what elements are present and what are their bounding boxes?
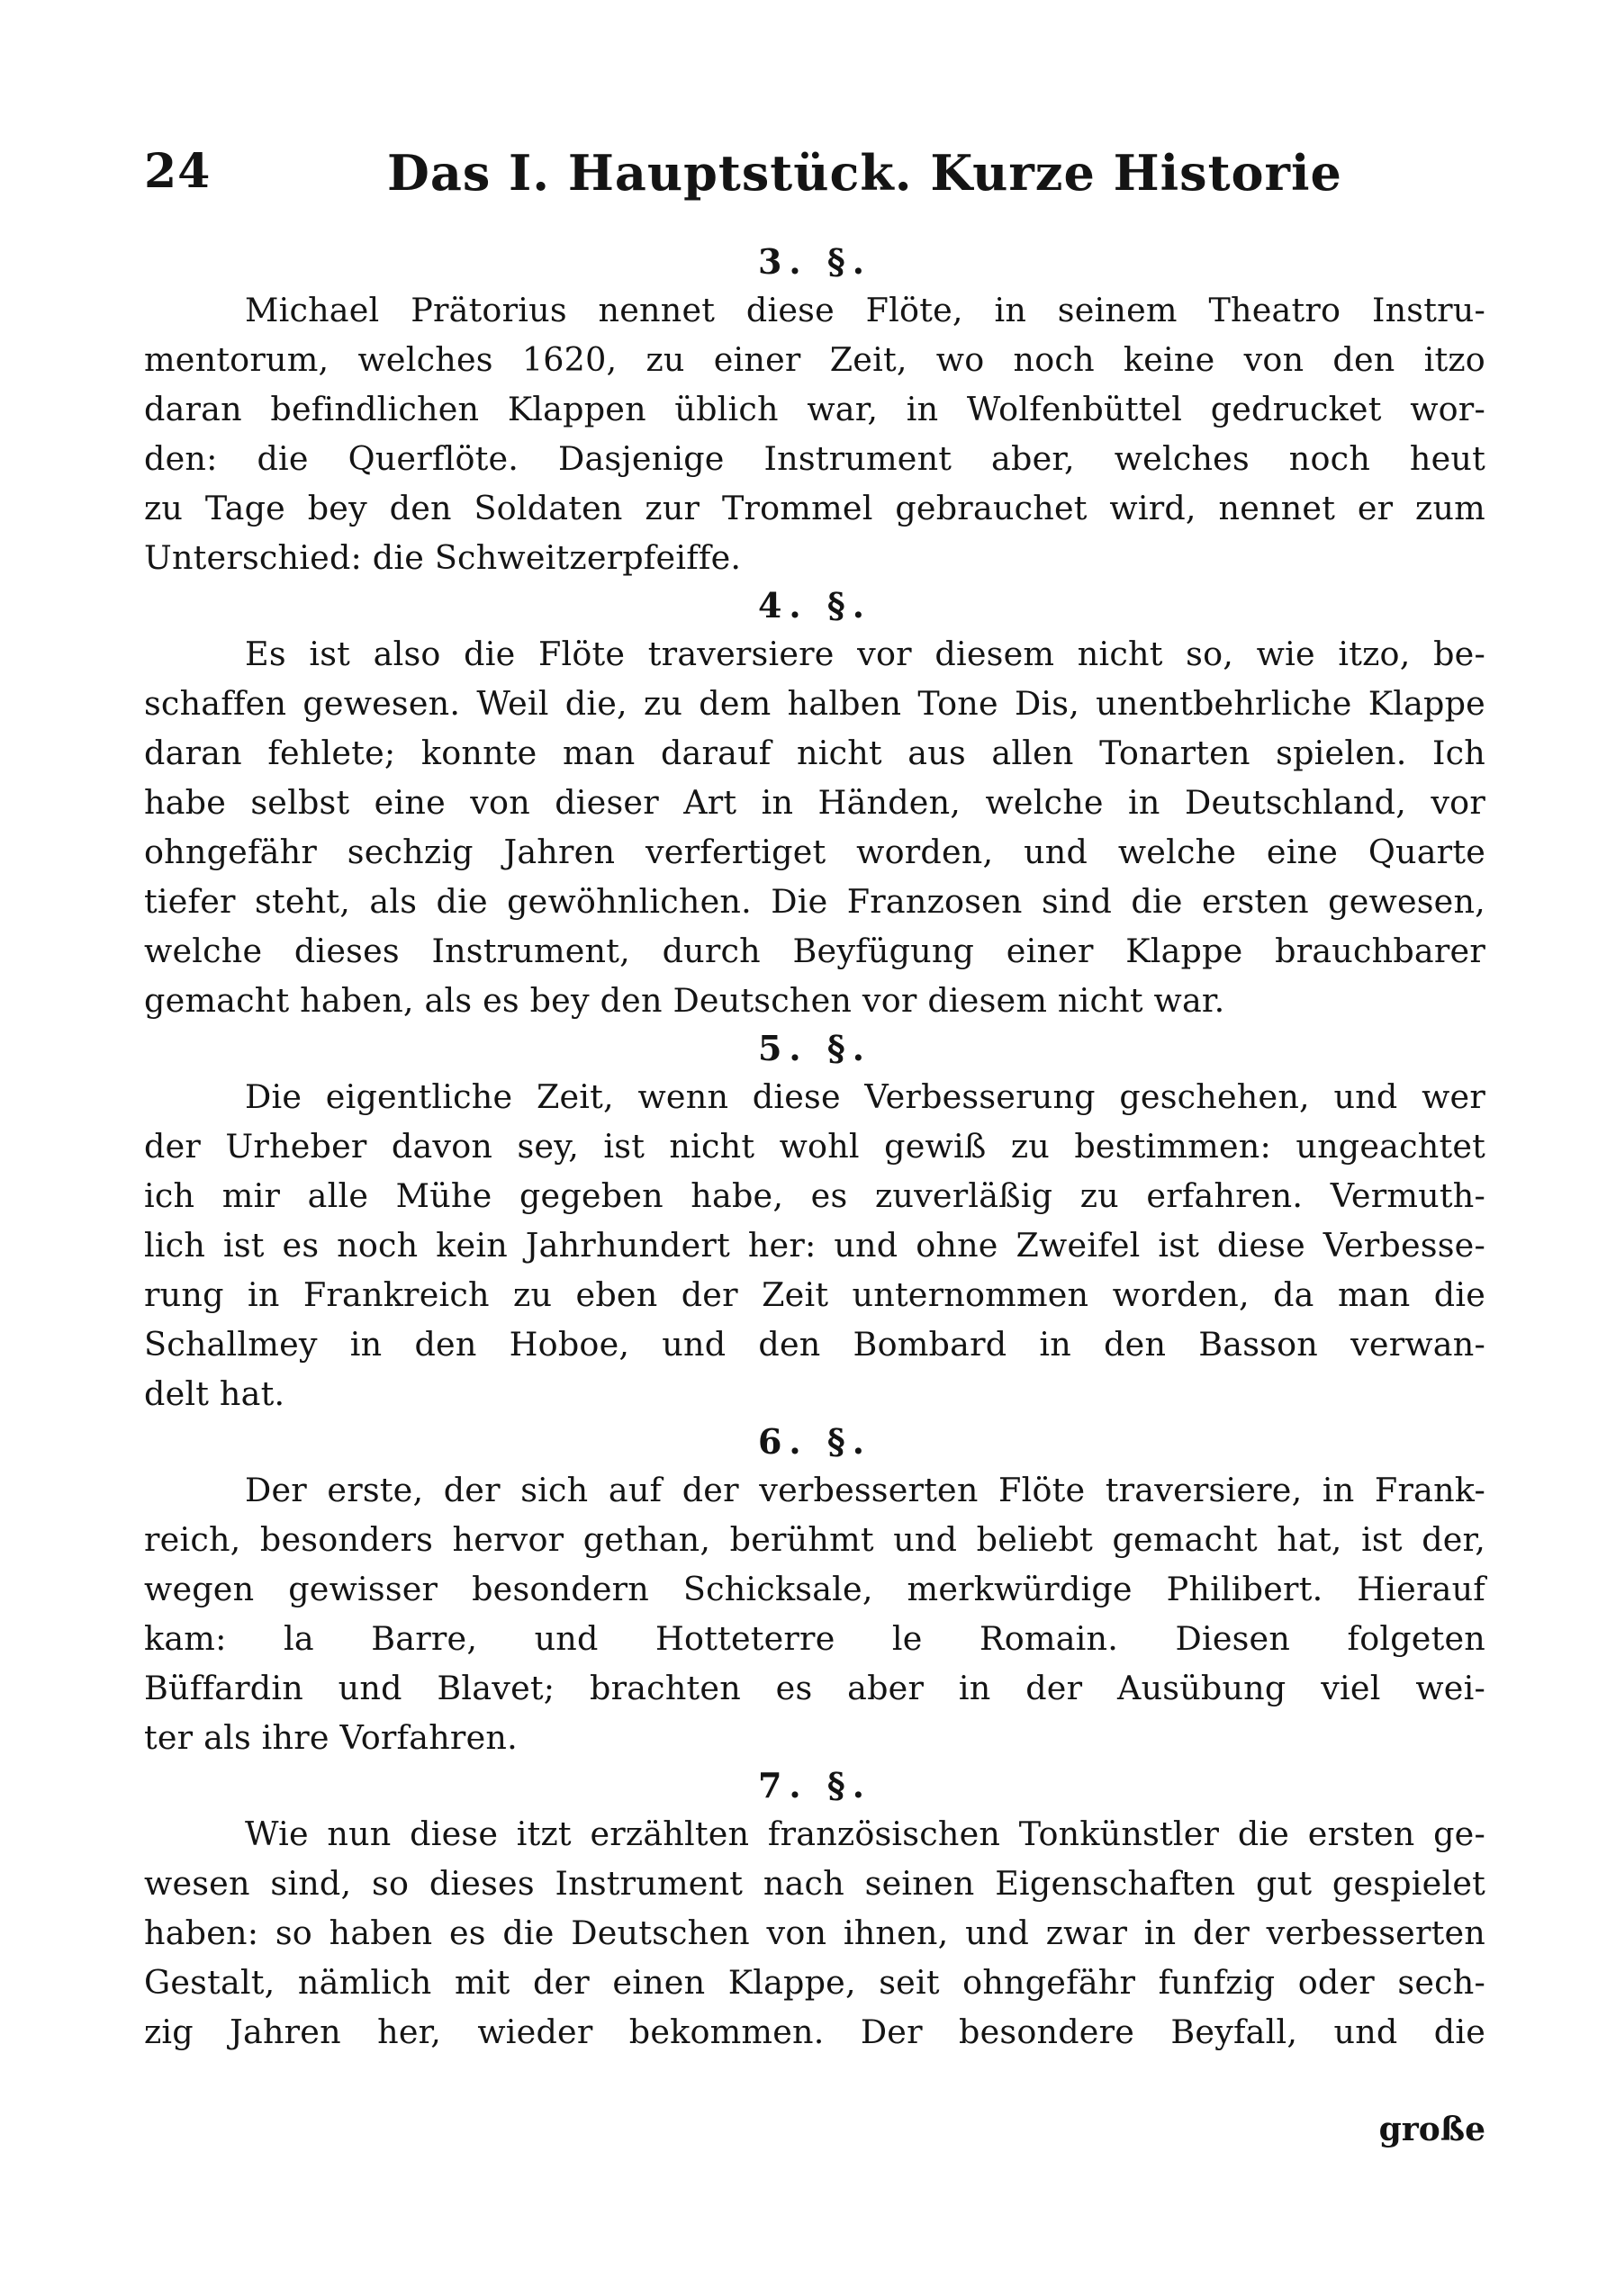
section-number: 3. §. bbox=[757, 241, 871, 282]
text-line: Michael Prätorius nennet diese Flöte, in seinem Theatro Instru- bbox=[245, 291, 1485, 329]
section-5 bbox=[144, 1025, 1485, 1418]
text-line: Gestalt, nämlich mit der einen Klappe, seit ohngefähr funfzig oder sech- bbox=[144, 1963, 1485, 2002]
text-line: mentorum, welches 1620, zu einer Zeit, wo noch keine von den itzo bbox=[144, 340, 1485, 379]
text-line: habe selbst eine von dieser Art in Händen, welche in Deutschland, vor bbox=[144, 783, 1485, 822]
text-line: kam: la Barre, und Hotteterre le Romain. Diesen folgeten bbox=[144, 1619, 1485, 1658]
section-4 bbox=[144, 582, 1485, 1025]
section-number: 4. §. bbox=[757, 585, 871, 626]
text-line: den: die Querflöte. Dasjenige Instrument aber, welches noch heut bbox=[144, 439, 1485, 478]
text-line: gemacht haben, als es bey den Deutschen vor diesem nicht war. bbox=[144, 981, 1225, 1020]
text-line: wegen gewisser besondern Schicksale, merkwürdige Philibert. Hierauf bbox=[144, 1570, 1485, 1608]
page-number: 24 bbox=[144, 144, 212, 199]
section-number: 7. §. bbox=[757, 1765, 871, 1805]
text-line: delt hat. bbox=[144, 1374, 285, 1413]
text-line: Die eigentliche Zeit, wenn diese Verbesserung geschehen, und wer bbox=[245, 1077, 1485, 1116]
text-line: daran befindlichen Klappen üblich war, in Wolfenbüttel gedrucket wor- bbox=[144, 390, 1485, 428]
text-line: ter als ihre Vorfahren. bbox=[144, 1718, 518, 1757]
chapter-title: Das I. Hauptstück. Kurze Historie bbox=[387, 144, 1342, 202]
text-line: lich ist es noch kein Jahrhundert her: und ohne Zweifel ist diese Verbesse- bbox=[144, 1226, 1485, 1265]
text-line: Wie nun diese itzt erzählten französischen Tonkünstler die ersten ge- bbox=[245, 1814, 1485, 1853]
section-number: 6. §. bbox=[757, 1421, 871, 1462]
text-line: schaffen gewesen. Weil die, zu dem halben Tone Dis, unentbehrliche Klappe bbox=[144, 684, 1485, 723]
text-line: rung in Frankreich zu eben der Zeit unternommen worden, da man die bbox=[144, 1275, 1485, 1314]
text-line: Büffardin und Blavet; brachten es aber in der Ausübung viel wei- bbox=[144, 1669, 1485, 1707]
text-line: welche dieses Instrument, durch Beyfügung einer Klappe brauchbarer bbox=[144, 932, 1485, 970]
body-text bbox=[144, 239, 1485, 2057]
text-line: daran fehlete; konnte man darauf nicht aus allen Tonarten spielen. Ich bbox=[144, 734, 1485, 772]
section-7 bbox=[144, 1762, 1485, 2057]
text-line: tiefer steht, als die gewöhnlichen. Die Franzosen sind die ersten gewesen, bbox=[144, 882, 1485, 921]
section-6 bbox=[144, 1418, 1485, 1762]
text-line: Schallmey in den Hoboe, und den Bombard in den Basson verwan- bbox=[144, 1325, 1485, 1364]
catchword: große bbox=[1378, 2111, 1485, 2148]
text-line: haben: so haben es die Deutschen von ihnen, und zwar in der verbesserten bbox=[144, 1913, 1485, 1952]
text-line: reich, besonders hervor gethan, berühmt und beliebt gemacht hat, ist der, bbox=[144, 1520, 1485, 1559]
text-line: ohngefähr sechzig Jahren verfertiget worden, und welche eine Quarte bbox=[144, 833, 1485, 871]
text-line: zig Jahren her, wieder bekommen. Der besondere Beyfall, und die bbox=[144, 2012, 1485, 2051]
section-number: 5. §. bbox=[757, 1028, 871, 1068]
text-line: zu Tage bey den Soldaten zur Trommel gebrauchet wird, nennet er zum bbox=[144, 489, 1485, 527]
text-line: wesen sind, so dieses Instrument nach seinen Eigenschaften gut gespielet bbox=[144, 1864, 1485, 1903]
text-line: der Urheber davon sey, ist nicht wohl gewiß zu bestimmen: ungeachtet bbox=[144, 1127, 1485, 1166]
section-3 bbox=[144, 239, 1485, 582]
text-line: Der erste, der sich auf der verbesserten Flöte traversiere, in Frank- bbox=[245, 1471, 1485, 1509]
text-line: ich mir alle Mühe gegeben habe, es zuverläßig zu erfahren. Vermuth- bbox=[144, 1176, 1485, 1215]
text-line: Unterschied: die Schweitzerpfeiffe. bbox=[144, 538, 742, 577]
text-line: Es ist also die Flöte traversiere vor diesem nicht so, wie itzo, be- bbox=[245, 635, 1485, 673]
running-head bbox=[144, 144, 1494, 207]
